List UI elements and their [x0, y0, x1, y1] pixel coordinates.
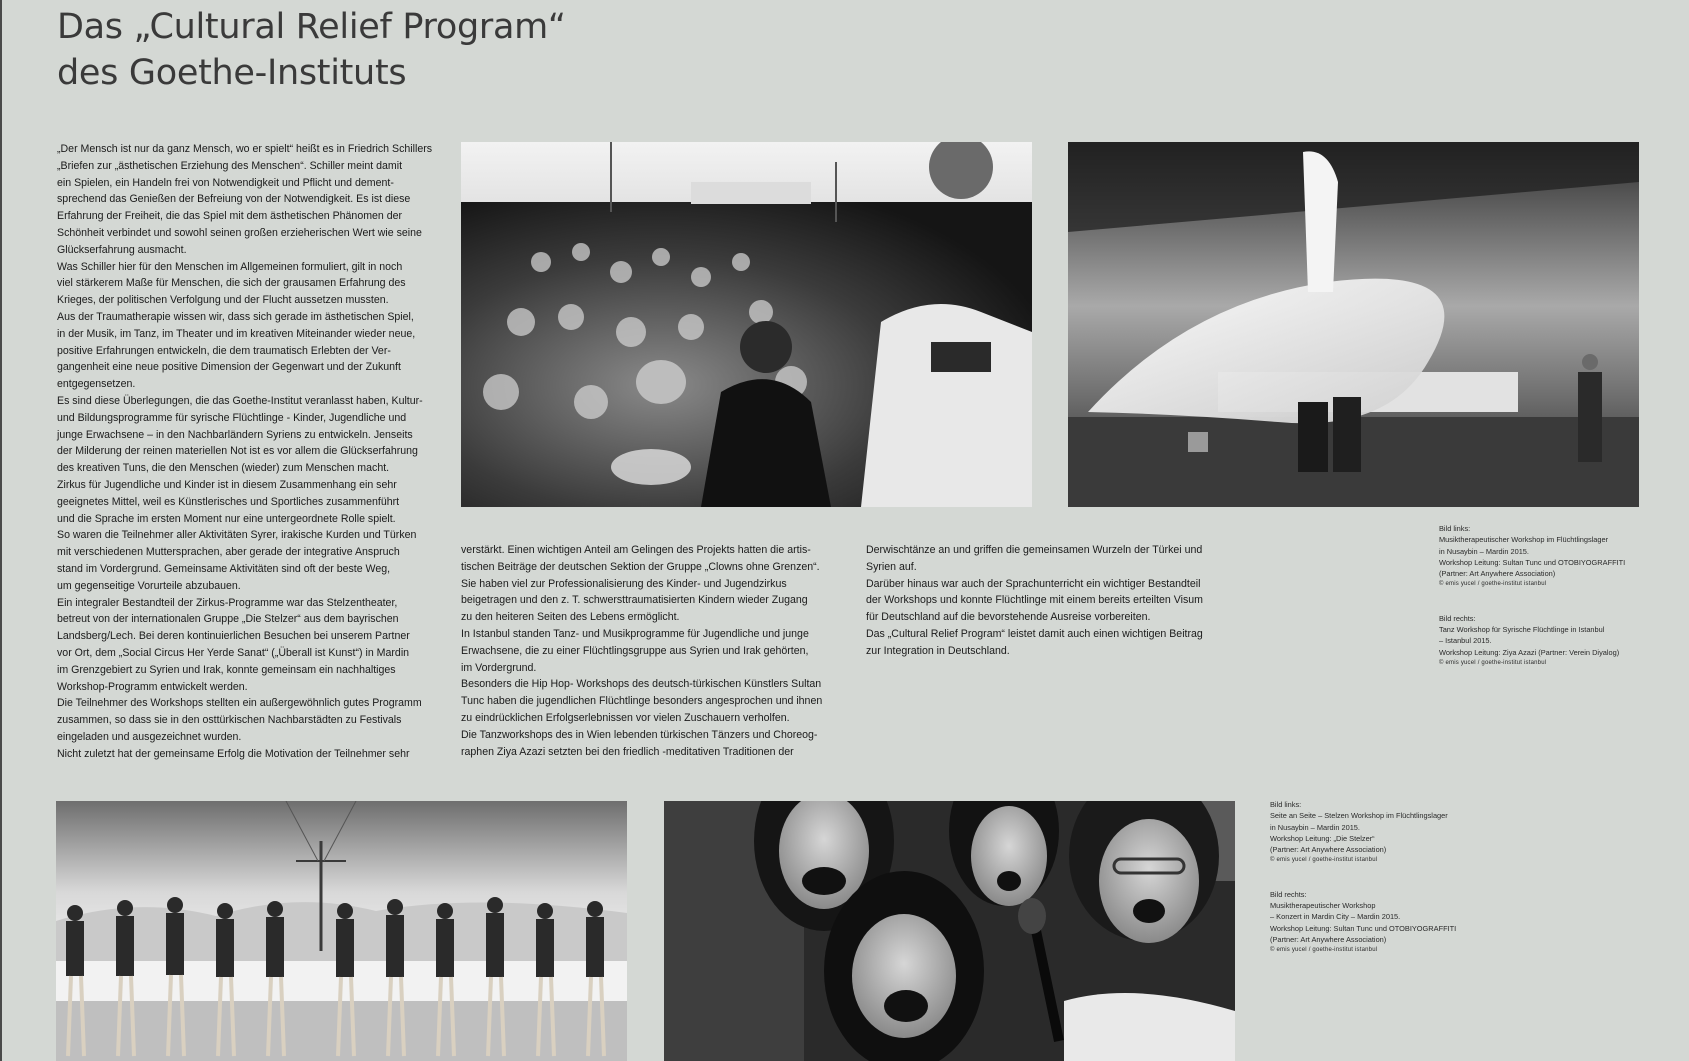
text-line: betreut von der internationalen Gruppe „Die Stelzer“ aus dem bayrischen	[57, 613, 399, 626]
text-line: zur Integration in Deutschland.	[866, 644, 1010, 657]
text-line: geeignetes Mittel, weil es Künstlerisches und Sportliches zusammenführt	[57, 495, 400, 508]
paragraph-continued	[461, 542, 841, 760]
caption-line: Workshop Leitung: Ziya Azazi (Partner: Verein Diyalog)	[1439, 647, 1620, 657]
text-line: Das „Cultural Relief Program“ leistet damit auch einen wichtigen Beitrag	[866, 627, 1203, 640]
text-line: beigetragen und den z. T. schwersttraumatisierten Kindern wieder Zugang	[461, 594, 808, 607]
page-left-edge	[0, 0, 2, 1061]
caption-line: Workshop Leitung: Sultan Tunc und OTOBIYOGRAFFITI	[1439, 557, 1626, 567]
text-line: Landsberg/Lech. Bei deren kontinuierlichen Besuchen bei unserem Partner	[57, 630, 410, 643]
text-line: sprechend das Genießen der Befreiung von der Notwendigkeit. Es ist diese	[57, 193, 411, 206]
text-line: tischen Beiträge der deutschen Sektion der Gruppe „Clowns ohne Grenzen“.	[461, 560, 820, 573]
text-line: Was Schiller hier für den Menschen im Allgemeinen formuliert, gilt in noch	[57, 260, 403, 273]
text-line: im Vordergrund.	[461, 661, 537, 674]
caption-line: in Nusaybin – Mardin 2015.	[1270, 822, 1360, 832]
caption-line: Musiktherapeutischer Workshop im Flüchtlingslager	[1439, 535, 1609, 545]
caption-line: Bild rechts:	[1439, 613, 1476, 623]
caption-line: Seite an Seite – Stelzen Workshop im Flüchtlingslager	[1270, 811, 1448, 821]
caption-line: – Konzert in Mardin City – Mardin 2015.	[1270, 912, 1401, 922]
photo-credit: © emis yucel / goethe-institut istanbul	[1439, 581, 1547, 588]
text-line: entgegensetzen.	[57, 378, 136, 391]
caption-line: Bild links:	[1439, 524, 1471, 533]
text-line: in der Musik, im Tanz, im Theater und im kreativen Miteinander wieder neue,	[57, 327, 416, 340]
photo-music-workshop-camp	[461, 142, 1032, 507]
text-line: stand im Vordergrund. Gemeinsame Aktivitäten sind oft der beste Weg,	[57, 562, 391, 575]
photo-dervish-dance-image	[1068, 142, 1639, 507]
caption-line: (Partner: Art Anywhere Association)	[1270, 845, 1387, 855]
photo-stilt-workshop-image	[56, 801, 627, 1061]
caption-line: in Nusaybin – Mardin 2015.	[1439, 546, 1529, 556]
caption-top-left-image	[1439, 523, 1679, 591]
captions-bottom	[1270, 799, 1530, 957]
paragraph-schiller	[57, 141, 437, 762]
text-line: Darüber hinaus war auch der Sprachunterricht ein wichtiger Bestandteil	[866, 577, 1201, 590]
caption-line: (Partner: Art Anywhere Association)	[1439, 569, 1556, 579]
caption-line: Bild rechts:	[1270, 889, 1307, 899]
caption-line: – Istanbul 2015.	[1439, 636, 1492, 646]
text-line: raphen Ziya Azazi setzten bei den friedlich -meditativen Traditionen der	[461, 745, 794, 758]
photo-singing-children	[664, 801, 1235, 1061]
text-line: Erwachsene, die zu einer Flüchtlingsgruppe aus Syrien und Irak gehörten,	[461, 644, 809, 657]
caption-bottom-right-image	[1270, 889, 1530, 957]
caption-top-right-image	[1439, 613, 1679, 669]
text-line: mit verschiedenen Muttersprachen, aber gerade der integrative Anspruch	[57, 546, 400, 559]
text-line: zu eindrücklichen Erfolgserlebnissen vor vielen Zuschauern verholfen.	[461, 711, 790, 724]
text-line: für Deutschland auf die bevorstehende Ausreise vorbereiten.	[866, 611, 1151, 624]
photo-stilt-workshop	[56, 801, 627, 1061]
text-line: Ein integraler Bestandteil der Zirkus-Programme war das Stelzentheater,	[57, 596, 398, 609]
text-line: Workshop-Programm entwickelt werden.	[57, 680, 248, 693]
caption-line: Bild links:	[1270, 800, 1302, 809]
caption-line: Tanz Workshop für Syrische Flüchtlinge in Istanbul	[1439, 625, 1605, 635]
caption-bottom-left-image	[1270, 799, 1530, 867]
text-line: So waren die Teilnehmer aller Aktivitäten Syrer, irakische Kurden und Türken	[57, 529, 417, 542]
text-line: Zirkus für Jugendliche und Kinder ist in diesem Zusammenhang ein sehr	[57, 478, 397, 491]
text-line: Sie haben viel zur Professionalisierung des Kinder- und Jugendzirkus	[461, 577, 787, 590]
text-line: „Der Mensch ist nur da ganz Mensch, wo er spielt“ heißt es in Friedrich Schillers	[57, 143, 433, 155]
photo-dervish-dance	[1068, 142, 1639, 507]
photo-credit: © emis yucel / goethe-institut istanbul	[1439, 659, 1547, 666]
text-line: Die Teilnehmer des Workshops stellten ein außergewöhnlich gutes Programm	[57, 697, 422, 710]
text-line: der Workshops und konnte Flüchtlinge mit einem bereits erteilten Visum	[866, 594, 1204, 607]
text-line: In Istanbul standen Tanz- und Musikprogramme für Jugendliche und junge	[461, 627, 809, 640]
text-line: zusammen, so dass sie in den osttürkischen Nachbarstädten zu Festivals	[57, 714, 402, 727]
text-line: gangenheit eine neue positive Dimension der Gegenwart und der Zukunft	[57, 361, 401, 374]
title-line-2: des Goethe-Instituts	[57, 53, 407, 93]
text-line: ein Spielen, ein Handeln frei von Notwendigkeit und Pflicht und dement-	[57, 176, 394, 189]
text-line: junge Erwachsene – in den Nachbarländern Syriens zu entwickeln. Jenseits	[57, 428, 413, 441]
text-line: Krieges, der politischen Verfolgung und der Flucht aussetzen mussten.	[57, 294, 389, 307]
text-line: „Briefen zur „ästhetischen Erziehung des Menschen“. Schiller meint damit	[57, 159, 403, 172]
text-line: Tunc haben die jugendlichen Flüchtlinge besonders angesprochen und ihnen	[461, 695, 823, 708]
text-line: Besonders die Hip Hop- Workshops des deutsch-türkischen Künstlers Sultan	[461, 678, 822, 691]
text-line: Es sind diese Überlegungen, die das Goethe-Institut veranlasst haben, Kultur-	[57, 394, 423, 407]
text-line: um gegenseitige Vorurteile abzubauen.	[57, 579, 241, 592]
caption-line: Workshop Leitung: Sultan Tunc und OTOBIYOGRAFFITI	[1270, 923, 1457, 933]
photo-credit: © emis yucel / goethe-institut istanbul	[1270, 857, 1378, 864]
text-line: Die Tanzworkshops des in Wien lebenden türkischen Tänzers und Choreog-	[461, 728, 818, 741]
text-line: und Bildungsprogramme für syrische Flüchtlinge - Kinder, Jugendliche und	[57, 411, 407, 424]
article-column-2	[461, 542, 841, 760]
text-line: Derwischtänze an und griffen die gemeinsamen Wurzeln der Türkei und	[866, 544, 1203, 556]
text-line: Aus der Traumatherapie wissen wir, dass sich gerade im ästhetischen Spiel,	[57, 310, 414, 323]
text-line: Glückserfahrung ausmacht.	[57, 243, 187, 256]
text-line: Schönheit verbindet und sowohl seinen großen erzieherischen Wert wie seine	[57, 226, 422, 239]
text-line: im Grenzgebiert zu Syrien und Irak, konnte gemeinsam ein nachhaltiges	[57, 663, 396, 676]
title-line-1: Das „Cultural Relief Program“	[57, 7, 566, 47]
text-line: Syrien auf.	[866, 560, 917, 573]
text-line: der Milderung der reinen materiellen Not ist es vor allem die Glückserfahrung	[57, 445, 418, 458]
photo-music-workshop-image	[461, 142, 1032, 507]
caption-line: Musiktherapeutischer Workshop	[1270, 901, 1376, 911]
article-column-3	[866, 542, 1246, 660]
text-line: verstärkt. Einen wichtigen Anteil am Gelingen des Projekts hatten die artis-	[461, 544, 811, 556]
caption-line: Workshop Leitung: „Die Stelzer“	[1270, 833, 1375, 843]
text-line: Erfahrung der Freiheit, die das Spiel mit dem ästhetischen Phänomen der	[57, 210, 403, 223]
article-column-1	[57, 141, 437, 762]
text-line: Nicht zuletzt hat der gemeinsame Erfolg die Motivation der Teilnehmer sehr	[57, 747, 410, 760]
text-line: eingeladen und ausgezeichnet wurden.	[57, 730, 242, 743]
text-line: zu den heiteren Seiten des Lebens ermöglicht.	[461, 611, 680, 624]
text-line: und die Sprache im ersten Moment nur eine untergeordnete Rolle spielt.	[57, 512, 396, 525]
caption-line: (Partner: Art Anywhere Association)	[1270, 934, 1387, 944]
page-title	[57, 4, 566, 96]
paragraph-conclusion	[866, 542, 1246, 660]
text-line: viel stärkerem Maße für Menschen, die sich der grausamen Erfahrung des	[57, 277, 406, 290]
text-line: positive Erfahrungen entwickeln, die dem traumatisch Erlebten der Ver-	[57, 344, 391, 357]
captions-top	[1439, 523, 1679, 669]
text-line: des kreativen Tuns, die den Menschen (wieder) zum Menschen macht.	[57, 462, 390, 475]
photo-credit: © emis yucel / goethe-institut istanbul	[1270, 947, 1378, 954]
photo-singing-children-image	[664, 801, 1235, 1061]
text-line: vor Ort, dem „Social Circus Her Yerde Sanat“ („Überall ist Kunst“) in Mardin	[57, 646, 410, 659]
